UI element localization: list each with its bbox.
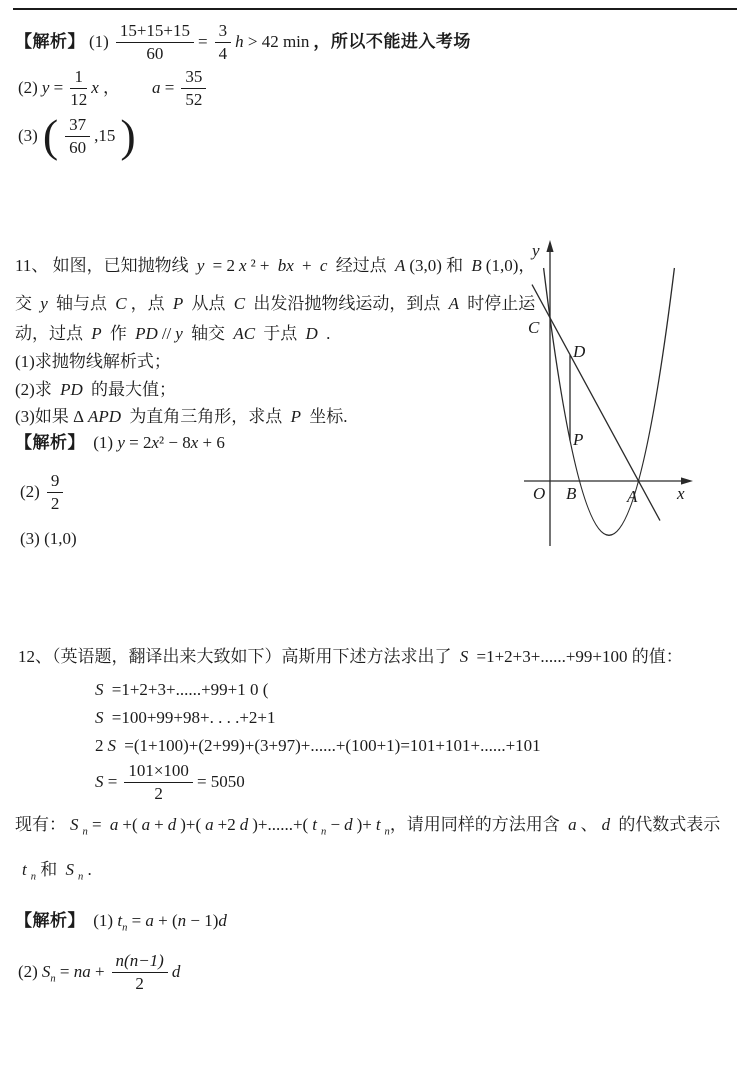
point-label-D: D [573,342,586,361]
line-CA [532,285,660,521]
sn-lhs: $S_n$ = na + [41,962,105,985]
axis-label-x: x [677,484,685,503]
q12-gauss-eq1: S =1+2+3+......+99+1 0 ( [95,680,269,699]
solution11-part2 [20,468,67,516]
fraction-nine-halves: $\frac{9}{2}$ [47,471,64,513]
close-paren: ) [120,109,136,161]
open-paren: ( [42,109,59,161]
part-number: (2) [18,78,38,97]
coordinate-rest: ,15 [94,126,116,145]
y-axis-arrow [546,240,553,252]
point-label-B: B [566,484,577,503]
q11-line5: (2)求 PD 的最大值； [15,380,176,399]
axis-label-y: y [532,241,540,260]
q11-line6: (3)如果 Δ APD 为直角三角形，求点 P 坐标. [15,407,348,426]
solution11-part3: (3) (1,0) [20,529,77,548]
q11-line4: (1)求抛物线解析式； [15,352,171,371]
fraction-three-quarters: $\frac{3}{4}$ [215,21,232,63]
part-number: (2) [18,962,38,981]
q12-ask-line: t $_n$ 和 S $_n$ . [22,860,92,883]
figure-parabola-diagram [520,238,705,553]
result-5050: = 5050 [196,772,245,791]
q12-intro: 12、（英语题，翻译出来大致如下）高斯用下述方法求出了 S =1+2+3+......+99+100 的值： [18,647,683,666]
inequality-text: h > 42 min [235,32,310,51]
a-equals: a = [152,78,175,97]
point-label-P: P [573,430,584,449]
sn-rhs: d [171,962,181,981]
parabola-curve [544,268,675,535]
solution10-part2 [18,64,210,112]
part-number: (1) [89,32,109,51]
point-label-A: A [627,487,638,506]
analysis-label: 【解析】 [15,911,85,930]
fraction-101x100-over-2: $\frac{101\times 100}{2}$ [124,761,193,803]
tn-formula: (1) $t_n = a + (n - 1)d$ [93,911,227,934]
q11-line3: 动，过点 P 作 PD // y 轴交 AC 于点 D . [15,324,331,343]
q12-series-line: 现有： S $_n$ = a +( a + d )+( a +2 d )+......+( t $_n$ − d )+ t $_n$，请用同样的方法用含 a 、 d 的代数式表示 [15,815,721,838]
q12-gauss-eq2: S =100+99+98+. . . .+2+1 [95,708,276,727]
s-equals: S = [95,772,118,791]
x-and-comma: x ， [91,78,121,97]
solution12-part2 [18,946,184,998]
q12-gauss-eq4 [95,758,249,806]
conclusion-text: ，所以不能进入考场 [313,32,471,51]
solution10-part3 [18,108,140,164]
solution11-part1 [15,430,229,456]
part-number: (3) [18,126,38,145]
analysis-label: 【解析】 [15,433,85,452]
equation: (1) y = 2x² − 8x + 6 [93,433,225,452]
solution10-part1 [15,18,475,66]
q11-line2: 交 y 轴与点 C ，点 P 从点 C 出发沿抛物线运动，到点 A 时停止运 [15,294,536,313]
fraction-sum-over-60: $\frac{15+15+15}{60}$ [116,21,194,63]
fraction-one-twelfth: $\frac{1}{12}$ [70,66,88,109]
fraction-n-n-minus-1-over-2: $\frac{n(n-1)}{2}$ [112,951,168,993]
fraction-35-52: $\frac{35}{52}$ [181,67,206,109]
part-number: (2) [20,482,40,501]
q12-gauss-eq3: 2 S =(1+100)+(2+99)+(3+97)+......+(100+1)=101+101+......+101 [95,736,541,755]
analysis-label: 【解析】 [15,32,85,51]
solution12-part1 [15,908,231,934]
page-top-rule [13,8,737,10]
q11-line1: 11、 如图，已知抛物线 y = 2 x ² + bx + c 经过点 A (3,0) 和 B (1,0)， [15,256,536,275]
point-label-O: O [533,484,546,503]
fraction-37-60: $\frac{37}{60}$ [65,115,90,157]
equals-sign: = [198,32,208,51]
point-label-C: C [528,318,540,337]
y-equals: y = [41,78,64,97]
